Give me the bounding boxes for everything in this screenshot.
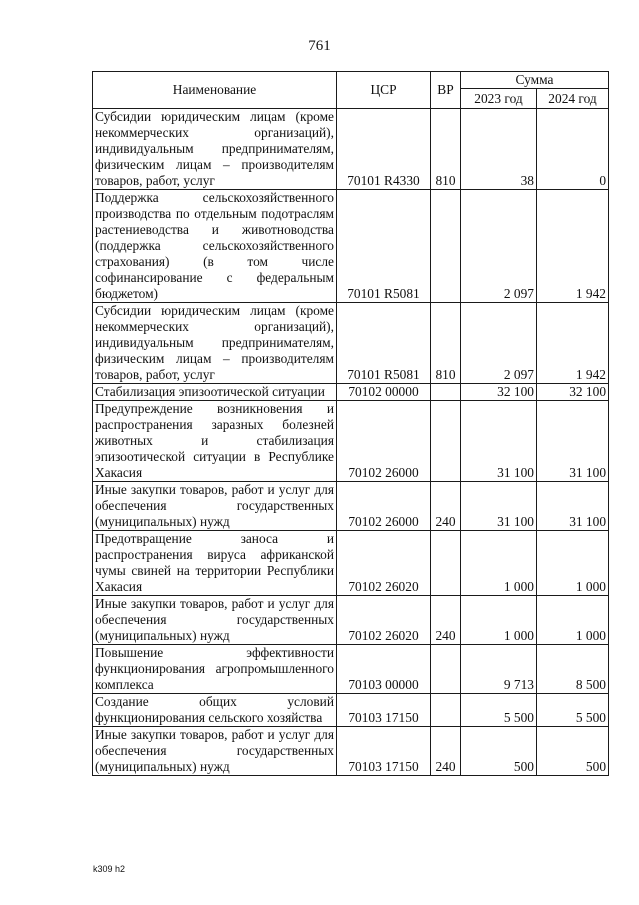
row-name: Субсидии юридическим лицам (кроме некоммерческих организаций), индивидуальным предпринимателям, физическим лицам – производителям товаров, работ, услуг	[93, 109, 337, 190]
row-sum-2024: 1 000	[537, 596, 609, 645]
row-sum-2024: 1 942	[537, 190, 609, 303]
row-sum-2024: 1 942	[537, 303, 609, 384]
row-sum-2023: 31 100	[461, 482, 537, 531]
table-row	[93, 645, 609, 694]
page-number: 761	[308, 38, 331, 54]
row-sum-2024: 5 500	[537, 694, 609, 727]
table-row	[93, 727, 609, 776]
row-name: Создание общих условий функционирования сельского хозяйства	[93, 694, 337, 727]
row-vr: 240	[431, 596, 461, 645]
row-csr: 70102 26000	[337, 401, 431, 482]
header-year-2023: 2023 год	[461, 89, 537, 109]
footer-code: k309 h2	[93, 864, 126, 874]
row-sum-2024: 31 100	[537, 401, 609, 482]
row-name: Стабилизация эпизоотической ситуации	[93, 384, 337, 401]
row-vr	[431, 694, 461, 727]
row-sum-2023: 2 097	[461, 190, 537, 303]
budget-table	[92, 71, 609, 776]
row-name: Иные закупки товаров, работ и услуг для обеспечения государственных (муниципальных) нужд	[93, 727, 337, 776]
table-row	[93, 190, 609, 303]
row-csr: 70101 R5081	[337, 190, 431, 303]
row-csr: 70102 00000	[337, 384, 431, 401]
table-row	[93, 384, 609, 401]
table-row	[93, 109, 609, 190]
row-sum-2023: 2 097	[461, 303, 537, 384]
row-csr: 70101 R5081	[337, 303, 431, 384]
row-vr	[431, 401, 461, 482]
row-name: Иные закупки товаров, работ и услуг для обеспечения государственных (муниципальных) нужд	[93, 482, 337, 531]
row-csr: 70102 26000	[337, 482, 431, 531]
row-sum-2024: 8 500	[537, 645, 609, 694]
row-sum-2024: 500	[537, 727, 609, 776]
row-csr: 70103 17150	[337, 694, 431, 727]
row-vr: 810	[431, 109, 461, 190]
table-row	[93, 596, 609, 645]
row-vr	[431, 190, 461, 303]
row-csr: 70101 R4330	[337, 109, 431, 190]
row-name: Иные закупки товаров, работ и услуг для обеспечения государственных (муниципальных) нужд	[93, 596, 337, 645]
row-name: Предотвращение заноса и распространения вируса африканской чумы свиней на территории Республики Хакасия	[93, 531, 337, 596]
row-sum-2024: 31 100	[537, 482, 609, 531]
row-sum-2023: 38	[461, 109, 537, 190]
table-row	[93, 401, 609, 482]
table-row	[93, 482, 609, 531]
row-vr	[431, 531, 461, 596]
header-year-2024: 2024 год	[537, 89, 609, 109]
row-sum-2023: 9 713	[461, 645, 537, 694]
row-sum-2023: 31 100	[461, 401, 537, 482]
row-csr: 70103 00000	[337, 645, 431, 694]
header-vr: ВР	[431, 72, 461, 109]
row-vr: 240	[431, 727, 461, 776]
row-sum-2023: 32 100	[461, 384, 537, 401]
row-sum-2023: 5 500	[461, 694, 537, 727]
row-sum-2024: 0	[537, 109, 609, 190]
row-vr: 810	[431, 303, 461, 384]
table-row	[93, 531, 609, 596]
row-vr	[431, 645, 461, 694]
row-name: Повышение эффективности функционирования агропромышленного комплекса	[93, 645, 337, 694]
header-sum: Сумма	[461, 72, 609, 89]
row-csr: 70102 26020	[337, 596, 431, 645]
row-sum-2023: 1 000	[461, 596, 537, 645]
row-sum-2024: 32 100	[537, 384, 609, 401]
row-name: Предупреждение возникновения и распространения заразных болезней животных и стабилизация эпизоотической ситуации в Республике Хакасия	[93, 401, 337, 482]
header-csr: ЦСР	[337, 72, 431, 109]
row-vr: 240	[431, 482, 461, 531]
row-csr: 70102 26020	[337, 531, 431, 596]
table-row	[93, 303, 609, 384]
row-vr	[431, 384, 461, 401]
table-row	[93, 694, 609, 727]
row-sum-2023: 500	[461, 727, 537, 776]
row-name: Поддержка сельскохозяйственного производства по отдельным подотраслям растениеводства и животноводства (поддержка сельскохозяйственного страхования) (в том числе софинансирование с федеральным бюджетом)	[93, 190, 337, 303]
row-sum-2023: 1 000	[461, 531, 537, 596]
row-csr: 70103 17150	[337, 727, 431, 776]
row-sum-2024: 1 000	[537, 531, 609, 596]
header-name: Наименование	[93, 72, 337, 109]
row-name: Субсидии юридическим лицам (кроме некоммерческих организаций), индивидуальным предпринимателям, физическим лицам – производителям товаров, работ, услуг	[93, 303, 337, 384]
